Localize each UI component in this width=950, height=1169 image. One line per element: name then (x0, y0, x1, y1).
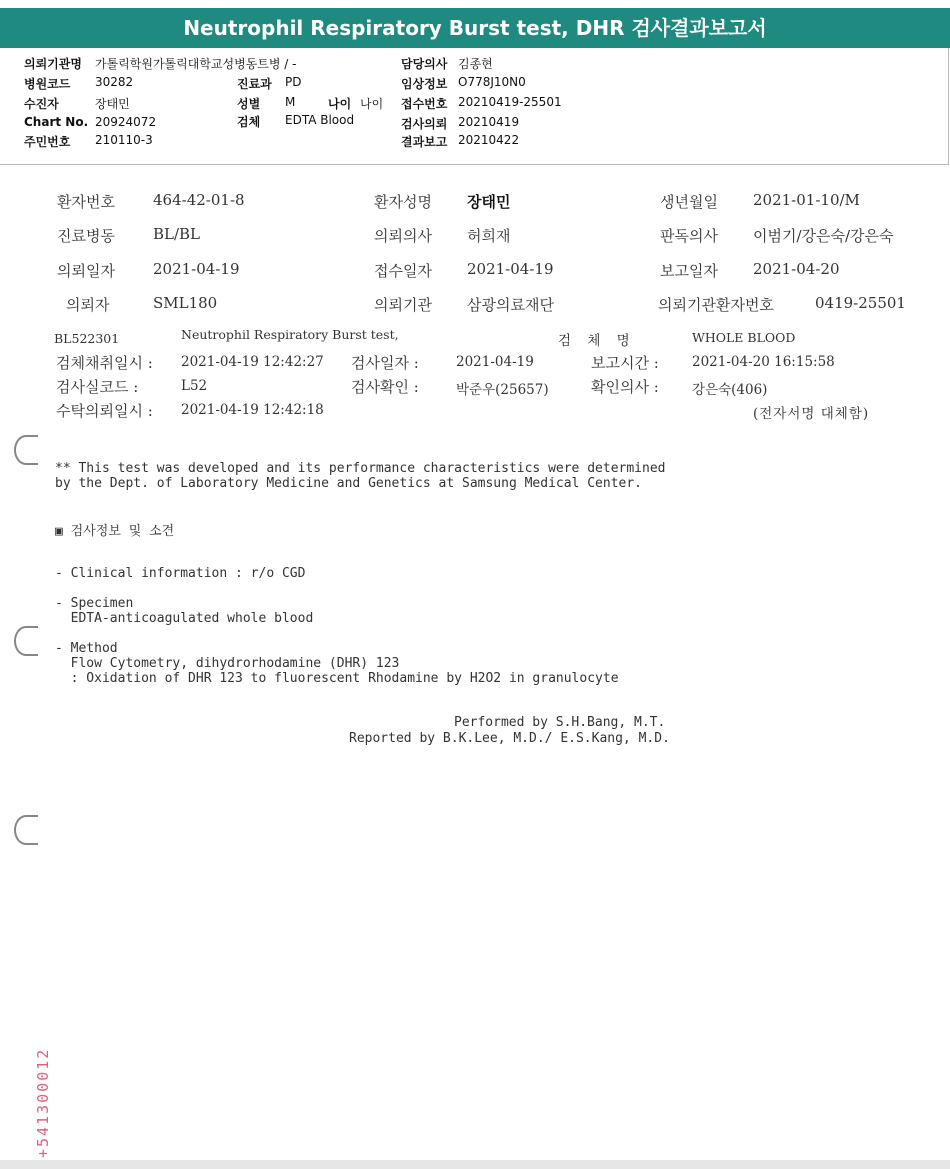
sex-label: 성별 (237, 97, 261, 111)
ref-patient-no-label: 의뢰기관환자번호 (658, 296, 774, 314)
test-code: BL522301 (54, 331, 120, 346)
test-date-value: 2021-04-19 (456, 354, 534, 370)
test-name: Neutrophil Respiratory Burst test, (181, 327, 399, 342)
receipt-no-label: 접수번호 (401, 97, 448, 111)
method-line-2: : Oxidation of DHR 123 to fluorescent Rhodamine by H2O2 in granulocyte (55, 671, 619, 686)
ref-doctor-label: 의뢰의사 (374, 227, 432, 245)
specimen-value: EDTA Blood (285, 113, 355, 127)
consign-time-label: 수탁의뢰일시 : (56, 402, 153, 420)
dept-value: PD (285, 75, 302, 89)
request-date-label: 검사의뢰 (401, 117, 448, 131)
reported-by: Reported by B.K.Lee, M.D./ E.S.Kang, M.D. (349, 731, 670, 746)
dob-label: 생년월일 (660, 193, 718, 211)
dept-label: 진료과 (237, 77, 272, 91)
clinical-info: - Clinical information : r/o CGD (55, 566, 306, 581)
ward-label: 진료병동 (57, 227, 115, 245)
disclaimer-line-1: ** This test was developed and its performance characteristics were determined (55, 461, 666, 476)
section-title: ▣ 검사정보 및 소견 (55, 524, 175, 539)
report-time-value: 2021-04-20 16:15:58 (692, 354, 835, 370)
resident-no-label: 주민번호 (24, 135, 71, 149)
test-date-label: 검사일자 : (351, 354, 419, 372)
hospital-code-label: 병원코드 (24, 77, 71, 91)
reading-doctor-label: 판독의사 (660, 227, 718, 245)
consign-time-value: 2021-04-19 12:42:18 (181, 402, 324, 418)
report-time-label: 보고시간 : (591, 354, 659, 372)
receipt-date-label: 접수일자 (374, 262, 432, 280)
clinical-value: O778J10N0 (458, 75, 526, 89)
ref-org-label: 의뢰기관 (374, 296, 432, 314)
ref-org-value: 삼광의료재단 (467, 296, 554, 314)
test-confirm-value: 박준우(25657) (456, 382, 549, 398)
test-confirm-label: 검사확인 : (351, 378, 419, 396)
age-value: 나이 (360, 97, 384, 111)
header-info-panel (0, 48, 949, 165)
specimen-label: 검체 (237, 115, 261, 129)
sex-value: M (285, 95, 296, 109)
patient-no-label: 환자번호 (57, 193, 115, 211)
age-label: 나이 (328, 97, 352, 111)
scanned-report (0, 165, 950, 1160)
recipient-label: 수진자 (24, 97, 59, 111)
bottom-strip (0, 1160, 950, 1169)
collect-time-value: 2021-04-19 12:42:27 (181, 354, 324, 370)
binder-hole-mark (14, 815, 38, 845)
confirm-doctor-value: 강은숙(406) (692, 382, 768, 398)
patient-name-label: 환자성명 (374, 193, 432, 211)
ref-doctor-value: 허희재 (467, 227, 511, 245)
specimen-name-value: WHOLE BLOOD (692, 330, 796, 345)
resident-no-value: 210110-3 (95, 133, 153, 147)
chart-no-label: Chart No. (24, 115, 89, 129)
request-date-value: 20210419 (458, 115, 520, 129)
binder-hole-mark (14, 435, 38, 465)
reading-doctor-value: 이범기/강은숙/강은숙 (753, 227, 894, 245)
specimen-detail: EDTA-anticoagulated whole blood (55, 611, 314, 626)
report-date-value: 2021-04-20 (753, 260, 840, 278)
disclaimer-line-2: by the Dept. of Laboratory Medicine and Genetics at Samsung Medical Center. (55, 476, 642, 491)
ref-patient-no-value: 0419-25501 (815, 294, 906, 312)
performed-by: Performed by S.H.Bang, M.T. (454, 715, 666, 730)
lab-code-label: 검사실코드 : (56, 378, 139, 396)
method-line-1: Flow Cytometry, dihydrorhodamine (DHR) 123 (55, 656, 400, 671)
chart-no-value: 20924072 (95, 115, 157, 129)
ordering-org-label: 의뢰기관명 (24, 57, 82, 71)
report-title: Neutrophil Respiratory Burst test, DHR 검사결과보고서 (0, 8, 950, 48)
receipt-date-value: 2021-04-19 (467, 260, 554, 278)
specimen-title: - Specimen (55, 596, 134, 611)
report-date-label: 보고일자 (660, 262, 718, 280)
result-report-value: 20210422 (458, 133, 520, 147)
request-date-label: 의뢰일자 (57, 262, 115, 280)
requester-label: 의뢰자 (66, 296, 110, 314)
hospital-code-value: 30282 (95, 75, 134, 89)
receipt-no-value: 20210419-25501 (458, 95, 562, 109)
specimen-name-label: 검 체 명 (558, 333, 636, 349)
serial-number: +541300012 (34, 1047, 52, 1158)
request-date-value: 2021-04-19 (153, 260, 240, 278)
ward-value: BL/BL (153, 225, 201, 243)
clinical-label: 임상정보 (401, 77, 448, 91)
doctor-label: 담당의사 (401, 57, 448, 71)
result-report-label: 결과보고 (401, 135, 448, 149)
binder-hole-mark (14, 626, 38, 656)
esign-note: (전자서명 대체함) (753, 406, 870, 422)
doctor-value: 김종현 (458, 57, 493, 71)
collect-time-label: 검체채취일시 : (56, 354, 153, 372)
method-title: - Method (55, 641, 118, 656)
ordering-org-value: 가톨릭학원가톨릭대학교성병동트병 / - (95, 57, 297, 71)
recipient-value: 장태민 (95, 97, 130, 111)
requester-value: SML180 (153, 294, 218, 312)
patient-name-value: 장태민 (467, 193, 511, 211)
lab-code-value: L52 (181, 378, 208, 394)
patient-no-value: 464-42-01-8 (153, 191, 245, 209)
confirm-doctor-label: 확인의사 : (591, 378, 659, 396)
dob-value: 2021-01-10/M (753, 191, 860, 209)
